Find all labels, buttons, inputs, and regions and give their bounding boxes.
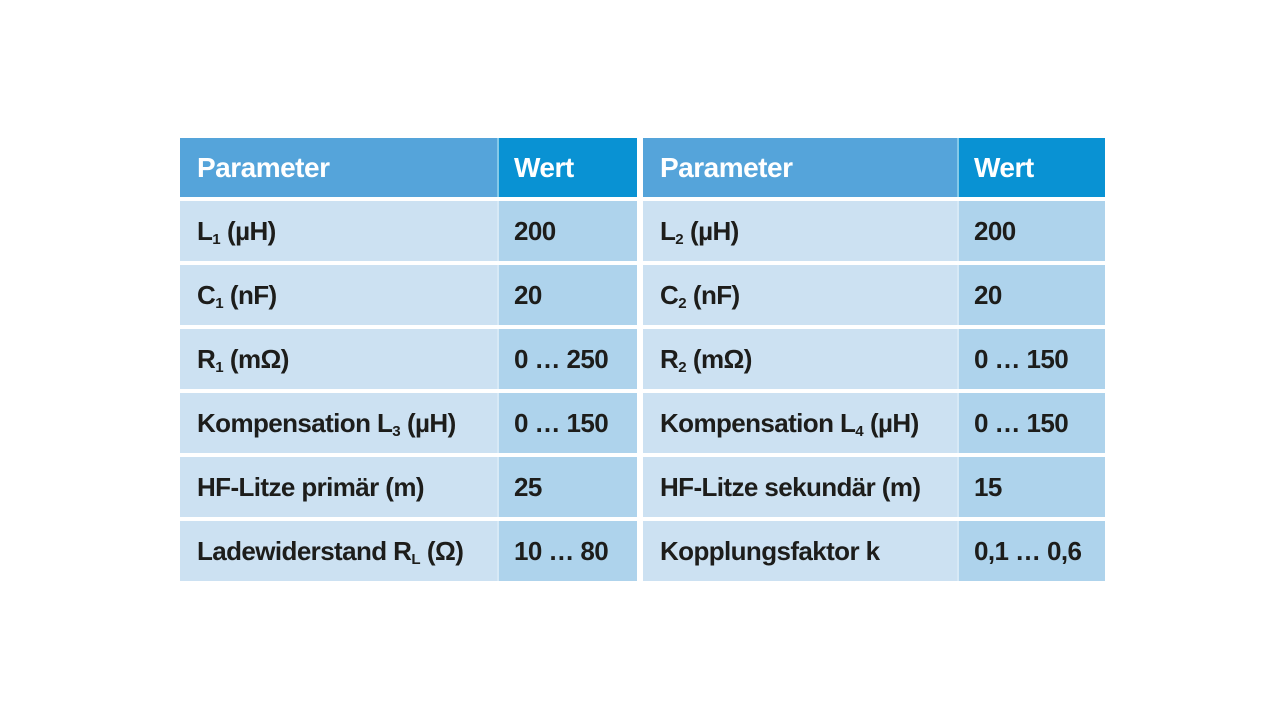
label-text: C: [660, 279, 679, 310]
label-unit: (Ω): [420, 535, 464, 566]
value-cell: [957, 393, 1105, 453]
table-row: [180, 265, 1105, 325]
value-cell: [497, 201, 637, 261]
table-header-row: [180, 138, 1105, 197]
parameter-cell: [180, 393, 497, 453]
label-unit: (µH): [400, 407, 456, 438]
parameter-cell: [643, 265, 957, 325]
label-unit: (mΩ): [686, 343, 752, 374]
label-text: HF-Litze sekundär (m): [660, 471, 921, 502]
value-cell: [497, 265, 637, 325]
label-subscript: L: [411, 550, 421, 568]
value-text: 25: [514, 471, 542, 502]
header-cell-parameter-left: [180, 138, 497, 197]
parameter-cell: [180, 329, 497, 389]
parameter-table: [180, 138, 1105, 581]
label-subscript: 4: [855, 422, 864, 440]
table-row: [180, 457, 1105, 517]
value-cell: [957, 265, 1105, 325]
parameter-cell: [643, 521, 957, 581]
value-cell: [497, 393, 637, 453]
parameter-cell: [180, 201, 497, 261]
parameter-cell: [180, 265, 497, 325]
label-text: Ladewiderstand R: [197, 535, 412, 566]
parameter-cell: [643, 393, 957, 453]
label-subscript: 1: [212, 230, 221, 248]
table-row: [180, 393, 1105, 453]
parameter-cell: [643, 457, 957, 517]
value-cell: [957, 521, 1105, 581]
value-text: 0 … 150: [974, 343, 1069, 374]
value-cell: [497, 457, 637, 517]
table-row: [180, 201, 1105, 261]
parameter-label: [660, 344, 752, 375]
label-subscript: 3: [392, 422, 401, 440]
label-unit: (nF): [223, 279, 277, 310]
label-unit: (µH): [863, 407, 919, 438]
table-row: [180, 521, 1105, 581]
parameter-cell: [180, 521, 497, 581]
parameter-cell: [180, 457, 497, 517]
value-cell: [957, 329, 1105, 389]
table-row: [180, 329, 1105, 389]
value-text: 0,1 … 0,6: [974, 535, 1082, 566]
label-text: Kompensation L: [197, 407, 393, 438]
parameter-label: [660, 472, 920, 503]
parameter-cell: [643, 329, 957, 389]
value-text: 200: [514, 215, 556, 246]
label-subscript: 1: [215, 358, 224, 376]
value-cell: [957, 457, 1105, 517]
label-unit: (µH): [220, 215, 276, 246]
label-text: HF-Litze primär (m): [197, 471, 424, 502]
label-subscript: 1: [215, 294, 224, 312]
label-text: Kopplungsfaktor k: [660, 535, 880, 566]
parameter-label: [660, 408, 919, 439]
label-text: R: [660, 343, 679, 374]
value-cell: [497, 521, 637, 581]
header-cell-wert-right: [957, 138, 1105, 197]
label-subscript: 2: [675, 230, 684, 248]
header-label: Parameter: [660, 151, 793, 183]
label-text: C: [197, 279, 216, 310]
value-text: 10 … 80: [514, 535, 609, 566]
header-label: Parameter: [197, 151, 330, 183]
header-cell-parameter-right: [643, 138, 957, 197]
label-text: Kompensation L: [660, 407, 856, 438]
value-cell: [497, 329, 637, 389]
parameter-label: [197, 216, 276, 247]
label-unit: (mΩ): [223, 343, 289, 374]
value-text: 20: [974, 279, 1002, 310]
parameter-label: [660, 536, 879, 567]
label-unit: (nF): [686, 279, 740, 310]
value-text: 200: [974, 215, 1016, 246]
value-text: 0 … 250: [514, 343, 609, 374]
parameter-label: [660, 280, 740, 311]
header-label: Wert: [514, 151, 574, 183]
label-text: L: [197, 215, 213, 246]
parameter-cell: [643, 201, 957, 261]
label-subscript: 2: [678, 294, 687, 312]
parameter-label: [197, 344, 289, 375]
parameter-label: [197, 472, 424, 503]
parameter-label: [197, 408, 456, 439]
label-text: R: [197, 343, 216, 374]
header-label: Wert: [974, 151, 1034, 183]
parameter-label: [660, 216, 739, 247]
header-cell-wert-left: [497, 138, 637, 197]
value-text: 20: [514, 279, 542, 310]
parameter-label: [197, 280, 277, 311]
value-text: 0 … 150: [974, 407, 1069, 438]
value-text: 15: [974, 471, 1002, 502]
parameter-label: [197, 536, 463, 567]
label-text: L: [660, 215, 676, 246]
value-text: 0 … 150: [514, 407, 609, 438]
label-subscript: 2: [678, 358, 687, 376]
label-unit: (µH): [683, 215, 739, 246]
value-cell: [957, 201, 1105, 261]
